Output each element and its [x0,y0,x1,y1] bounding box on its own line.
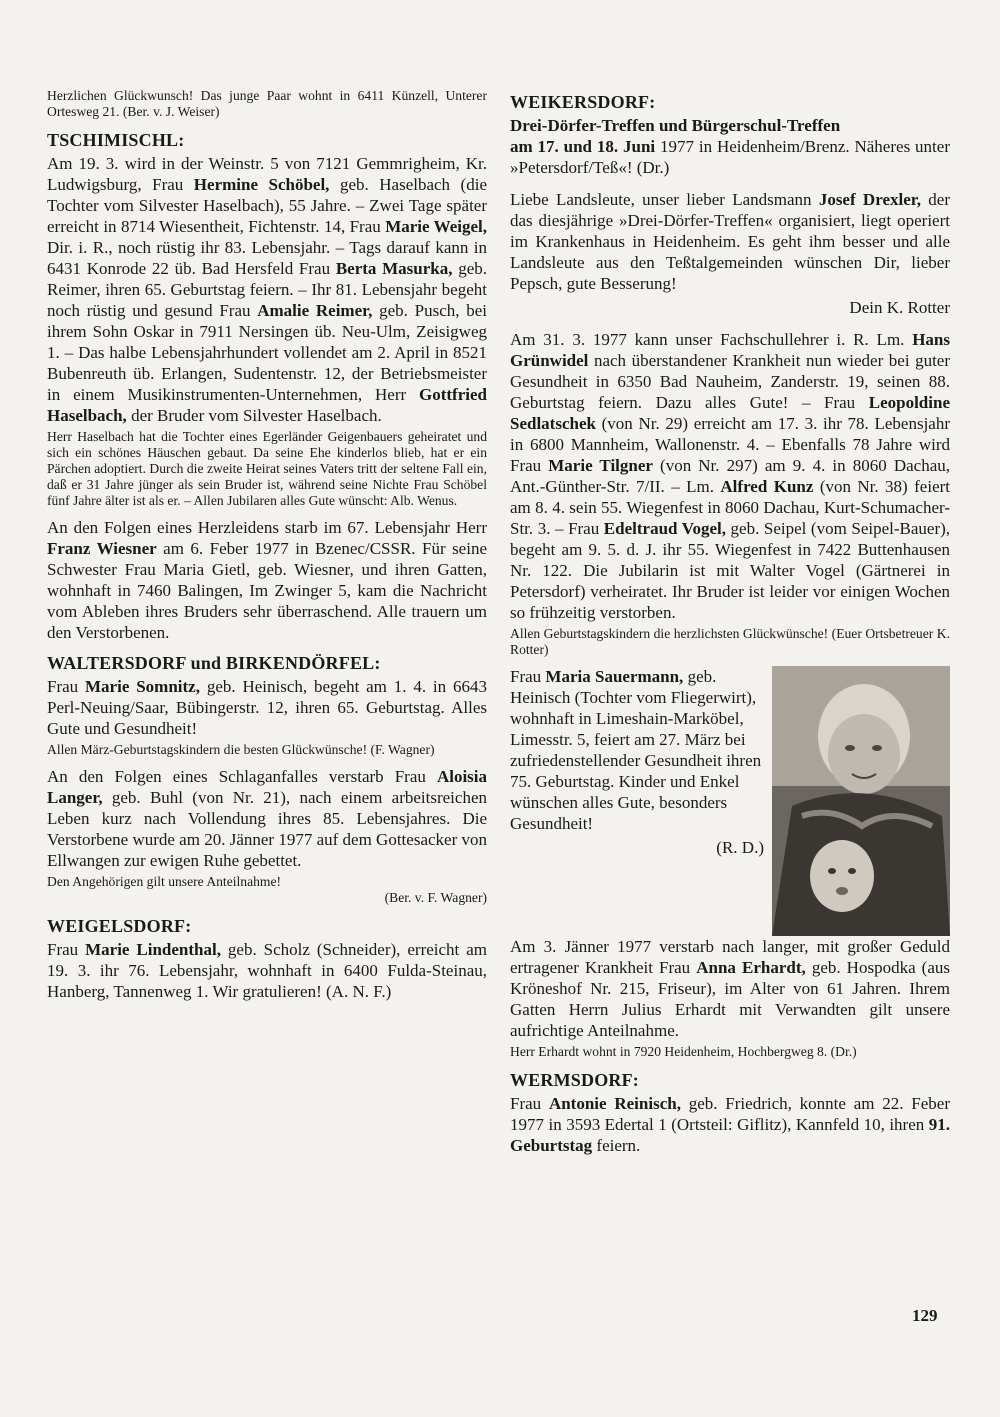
event-details: am 17. und 18. Juni 1977 in Heidenheim/Brenz. Näheres unter »Petersdorf/Teß«! (Dr.) [510,137,950,177]
waltersdorf-credit: (Ber. v. F. Wagner) [384,890,487,905]
left-column [47,88,487,1005]
portrait-photo-illustration [772,666,950,936]
photo-article [510,666,950,936]
portrait-photo [772,666,950,936]
weikersdorf-paragraph-1: Liebe Landsleute, unser lieber Landsmann Josef Drexler, der das diesjährige »Drei-Dörfer-Treffen« organisiert, liegt operiert im Krankenhaus in Heidenheim. Es geht ihm besser und alle Landsleute aus den Teßtalgemeinden wünschen Dir, lieber Pepsch, gute Besserung! [510,190,950,293]
section-heading-waltersdorf: WALTERSDORF und BIRKENDÖRFEL: [47,653,381,673]
page-number: 129 [912,1306,938,1325]
waltersdorf-paragraph-1: Frau Marie Somnitz, geb. Heinisch, begeht am 1. 4. in 6643 Perl-Neuing/Saar, Bübingerstr. 12, ihren 65. Geburtstag. Alles Gute und Gesundheit! [47,677,487,738]
weikersdorf-signature: Dein K. Rotter [849,298,950,317]
right-column [510,88,950,1159]
wermsdorf-paragraph: Frau Antonie Reinisch, geb. Friedrich, konnte am 22. Feber 1977 in 3593 Edertal 1 (Ortsteil: Giflitz), Kannfeld 10, ihren 91. Geburtstag feiern. [510,1094,950,1155]
section-heading-weigelsdorf: WEIGELSDORF: [47,916,192,936]
section-heading-tschimischl: TSCHIMISCHL: [47,130,185,150]
weikersdorf-paragraph-2: Am 31. 3. 1977 kann unser Fachschullehrer i. R. Lm. Hans Grünwidel nach überstandener Krankheit nun wieder bei guter Gesundheit in 6350 Bad Nauheim, Zanderstr. 19, seinen 88. Geburtstag feiern. Dazu alles Gute! – Frau Leopoldine Sedlatschek (von Nr. 29) erreicht am 17. 3. ihr 78. Lebensjahr in 6800 Mannheim, Wallonenstr. 4. – Ebenfalls 78 Jahre wird Frau Marie Tilgner (von Nr. 297) am 9. 4. in 8060 Dachau, Ant.-Günther-Str. 7/II. – Lm. Alfred Kunz (von Nr. 38) feiert am 8. 4. sein 55. Wiegenfest in 8060 Dachau, Kurt-Schumacher-Str. 3. – Frau Edeltraud Vogel, geb. Seipel (vom Seipel-Bauer), begeht am 9. 5. d. J. ihr 55. Wiegenfest in 7422 Buttenhausen Nr. 122. Die Jubilarin ist mit Walter Vogel (Gärtnerei in Petersdorf) verheiratet. Ihr Bruder ist leider vor einigen Wochen so frühzeitig verstorben. [510,330,951,622]
waltersdorf-note: Allen März-Geburtstagskindern die besten Glückwünsche! (F. Wagner) [47,742,435,757]
tschimischl-paragraph-1: Am 19. 3. wird in der Weinstr. 5 von 7121 Gemmrigheim, Kr. Ludwigsburg, Frau Hermine Schöbel, geb. Haselbach (die Tochter vom Silvester Haselbach), 55 Jahre. – Zwei Tage später erreicht in 8714 Wiesentheit, Fichtenstr. 14, Frau Marie Weigel, Dir. i. R., noch rüstig ihr 83. Lebensjahr. – Tags darauf kann in 6431 Konrode 22 üb. Bad Hersfeld Frau Berta Masurka, geb. Reimer, ihren 65. Geburtstag feiern. – Ihr 81. Lebensjahr begeht noch rüstig und gesund Frau Amalie Reimer, geb. Pusch, bei ihrem Sohn Oskar in 7911 Nersingen üb. Neu-Ulm, Zeisigweg 1. – Das halbe Lebensjahrhundert vollendet am 2. April in 8521 Bubenreuth üb. Erlangen, Sudentenstr. 12, der Betriebsmeister in einem Musikinstrumenten-Unternehmen, Herr Gottfried Haselbach, der Bruder vom Silvester Haselbach. [47,154,488,425]
section-heading-wermsdorf: WERMSDORF: [510,1070,639,1090]
tschimischl-paragraph-2: An den Folgen eines Herzleidens starb im 67. Lebensjahr Herr Franz Wiesner am 6. Feber 1977 in Bzenec/CSSR. Für seine Schwester Frau Maria Gietl, geb. Wiesner, und ihren Gatten, wohnhaft in 7460 Balingen, Im Zwinger 5, kam die Nachricht vom Ableben ihres Bruders sehr überraschend. Alle trauern um den Verstorbenen. [47,518,488,642]
erhardt-paragraph: Am 3. Jänner 1977 verstarb nach langer, mit großer Geduld ertragener Krankheit Frau Anna Erhardt, geb. Hospodka (aus Kröneshof Nr. 215, Friseur), im Alter von 61 Jahren. Ihrem Gatten Herrn Julius Erhardt mit Verwandten gilt unsere aufrichtige Anteilnahme. [510,937,951,1040]
waltersdorf-condolence: Den Angehörigen gilt unsere Anteilnahme! [47,874,282,889]
sauermann-credit: (R. D.) [716,838,764,857]
photo-article-text [510,666,764,936]
waltersdorf-paragraph-2: An den Folgen eines Schlaganfalles verstarb Frau Aloisia Langer, geb. Buhl (von Nr. 21), nach einem arbeitsreichen Leben kurz nach Vollendung ihres 85. Lebensjahres. Die Verstorbene wurde am 20. Jänner 1977 auf dem Gottesacker von Ellwangen zur ewigen Ruhe gebettet. [47,767,487,870]
event-title: Drei-Dörfer-Treffen und Bürgerschul-Treffen [510,116,841,135]
erhardt-note: Herr Erhardt wohnt in 7920 Heidenheim, Hochbergweg 8. (Dr.) [510,1044,857,1059]
sauermann-paragraph: Frau Maria Sauermann, geb. Heinisch (Tochter vom Fliegerwirt), wohnhaft in Limeshain-Marköbel, Limesstr. 5, feiert am 27. März bei zufriedenstellender Gesundheit ihren 75. Geburtstag. Kinder und Enkel wünschen alles Gute, besonders Gesundheit! [510,667,762,833]
weikersdorf-note: Allen Geburtstagskindern die herzlichsten Glückwünsche! (Euer Ortsbetreuer K. Rotter) [510,626,950,657]
tschimischl-note: Herr Haselbach hat die Tochter eines Egerländer Geigenbauers geheiratet und sich ein schönes Häuschen gebaut. Da seine Ehe kinderlos blieb, hat er ein Pärchen adoptiert. Durch die zweite Heirat seines Vaters tritt der seltene Fall ein, daß er 31 Jahre jünger als sein Bruder ist, während seine Nichte Frau Schöbel fünf Jahre älter ist als er. – Allen Jubilaren alles Gute wünscht: Alb. Wenus. [47,429,487,508]
intro-text: Herzlichen Glückwunsch! Das junge Paar wohnt in 6411 Künzell, Unterer Ortesweg 21. (Ber. v. J. Weiser) [47,88,487,119]
section-heading-weikersdorf: WEIKERSDORF: [510,92,656,112]
weigelsdorf-paragraph: Frau Marie Lindenthal, geb. Scholz (Schneider), erreicht am 19. 3. ihr 76. Lebensjahr, wohnhaft in 6400 Fulda-Steinau, Hanberg, Tannenweg 1. Wir gratulieren! (A. N. F.) [47,940,487,1001]
